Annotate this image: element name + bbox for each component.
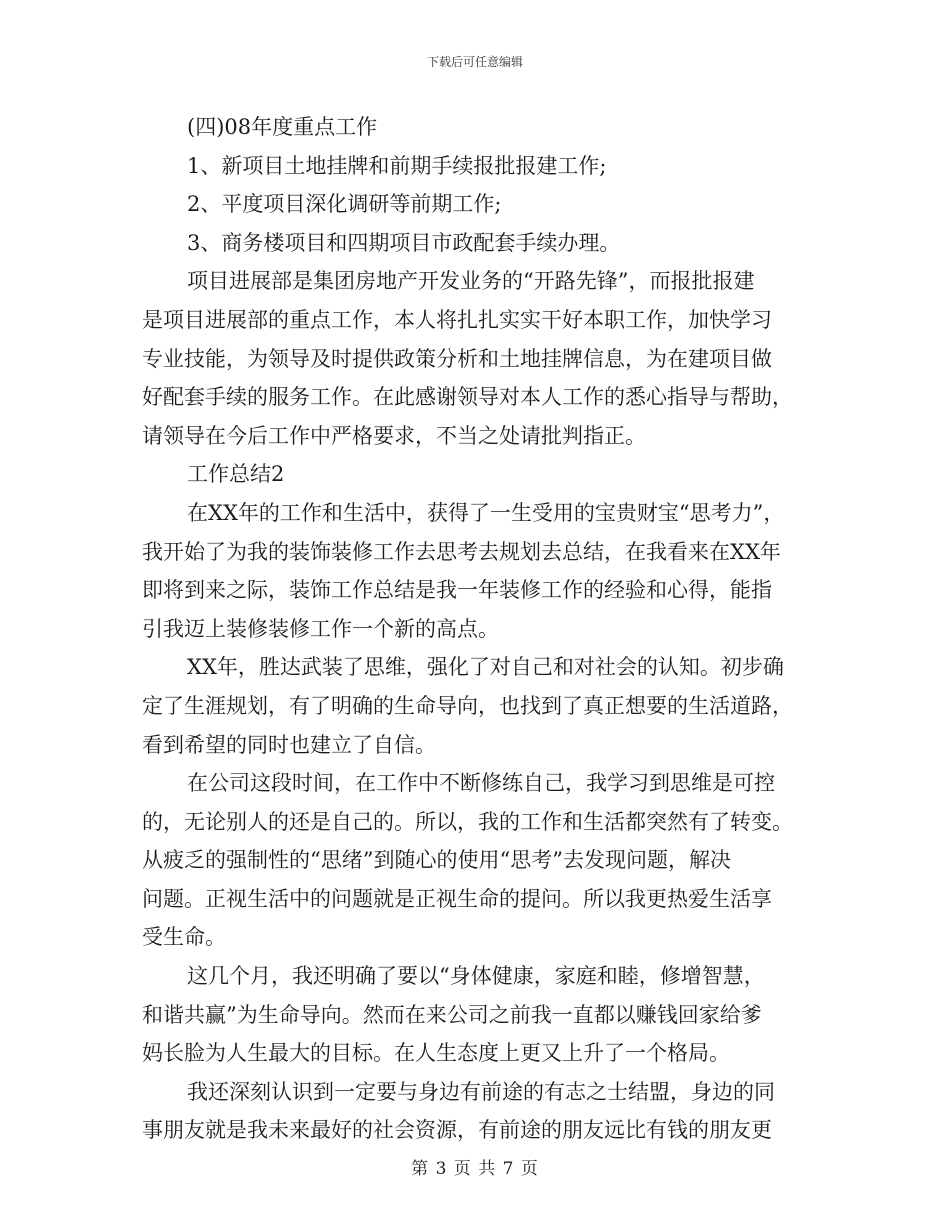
text-line: 这几个月，我还明确了要以“身体健康，家庭和睦，修增智慧，	[187, 964, 765, 989]
text-line: 项目进展部是集团房地产开发业务的“开路先锋”，而报批报建	[187, 269, 755, 294]
text-line: 在公司这段时间，在工作中不断修练自己，我学习到思维是可控	[187, 771, 775, 796]
document-body	[142, 108, 812, 1150]
text-line: 从疲乏的强制性的“思绪”到随心的使用“思考”去发现问题，解决	[142, 848, 731, 873]
text-line: 定了生涯规划，有了明确的生命导向，也找到了真正想要的生活道路，	[142, 693, 793, 718]
text-line: 在XX年的工作和生活中，获得了一生受用的宝贵财宝“思考力”，	[187, 500, 785, 525]
text-line: 好配套手续的服务工作。在此感谢领导对本人工作的悉心指导与帮助，	[142, 385, 793, 410]
text-line: 看到希望的同时也建立了自信。	[142, 732, 436, 757]
text-line: 问题。正视生活中的问题就是正视生命的提问。所以我更热爱生活享	[142, 886, 772, 911]
page-footer: 第 3 页 共 7 页	[411, 1159, 539, 1179]
text-line: 3、商务楼项目和四期项目市政配套手续办理。	[187, 230, 621, 255]
text-line: 1、新项目土地挂牌和前期手续报批报建工作;	[187, 153, 607, 178]
text-line: 我还深刻认识到一定要与身边有前途的有志之士结盟，身边的同	[187, 1079, 775, 1104]
text-line: 2、平度项目深化调研等前期工作;	[187, 192, 502, 217]
text-line: 受生命。	[142, 925, 226, 950]
text-line: 妈长脸为人生最大的目标。在人生态度上更又上升了一个格局。	[142, 1041, 730, 1066]
text-line: 和谐共赢”为生命导向。然而在来公司之前我一直都以赚钱回家给爹	[142, 1002, 762, 1027]
text-line: 即将到来之际，装饰工作总结是我一年装修工作的经验和心得，能指	[142, 578, 772, 603]
text-line: (四)08年度重点工作	[187, 115, 378, 139]
text-line: 工作总结2	[187, 462, 285, 487]
text-line: 请领导在今后工作中严格要求，不当之处请批判指正。	[142, 423, 646, 448]
text-line: 是项目进展部的重点工作，本人将扎扎实实干好本职工作，加快学习	[142, 307, 772, 332]
text-line: 我开始了为我的装饰装修工作去思考去规划去总结，在我看来在XX年	[142, 539, 781, 564]
text-line: 的，无论别人的还是自己的。所以，我的工作和生活都突然有了转变。	[142, 809, 793, 834]
text-line: XX年，胜达武装了思维，强化了对自己和对社会的认知。初步确	[187, 655, 784, 680]
page-header: 下载后可任意编辑	[426, 55, 523, 69]
text-line: 事朋友就是我未来最好的社会资源，有前途的朋友远比有钱的朋友更	[142, 1118, 772, 1143]
text-line: 专业技能，为领导及时提供政策分析和土地挂牌信息，为在建项目做	[142, 346, 772, 371]
text-line: 引我迈上装修装修工作一个新的高点。	[142, 616, 499, 641]
